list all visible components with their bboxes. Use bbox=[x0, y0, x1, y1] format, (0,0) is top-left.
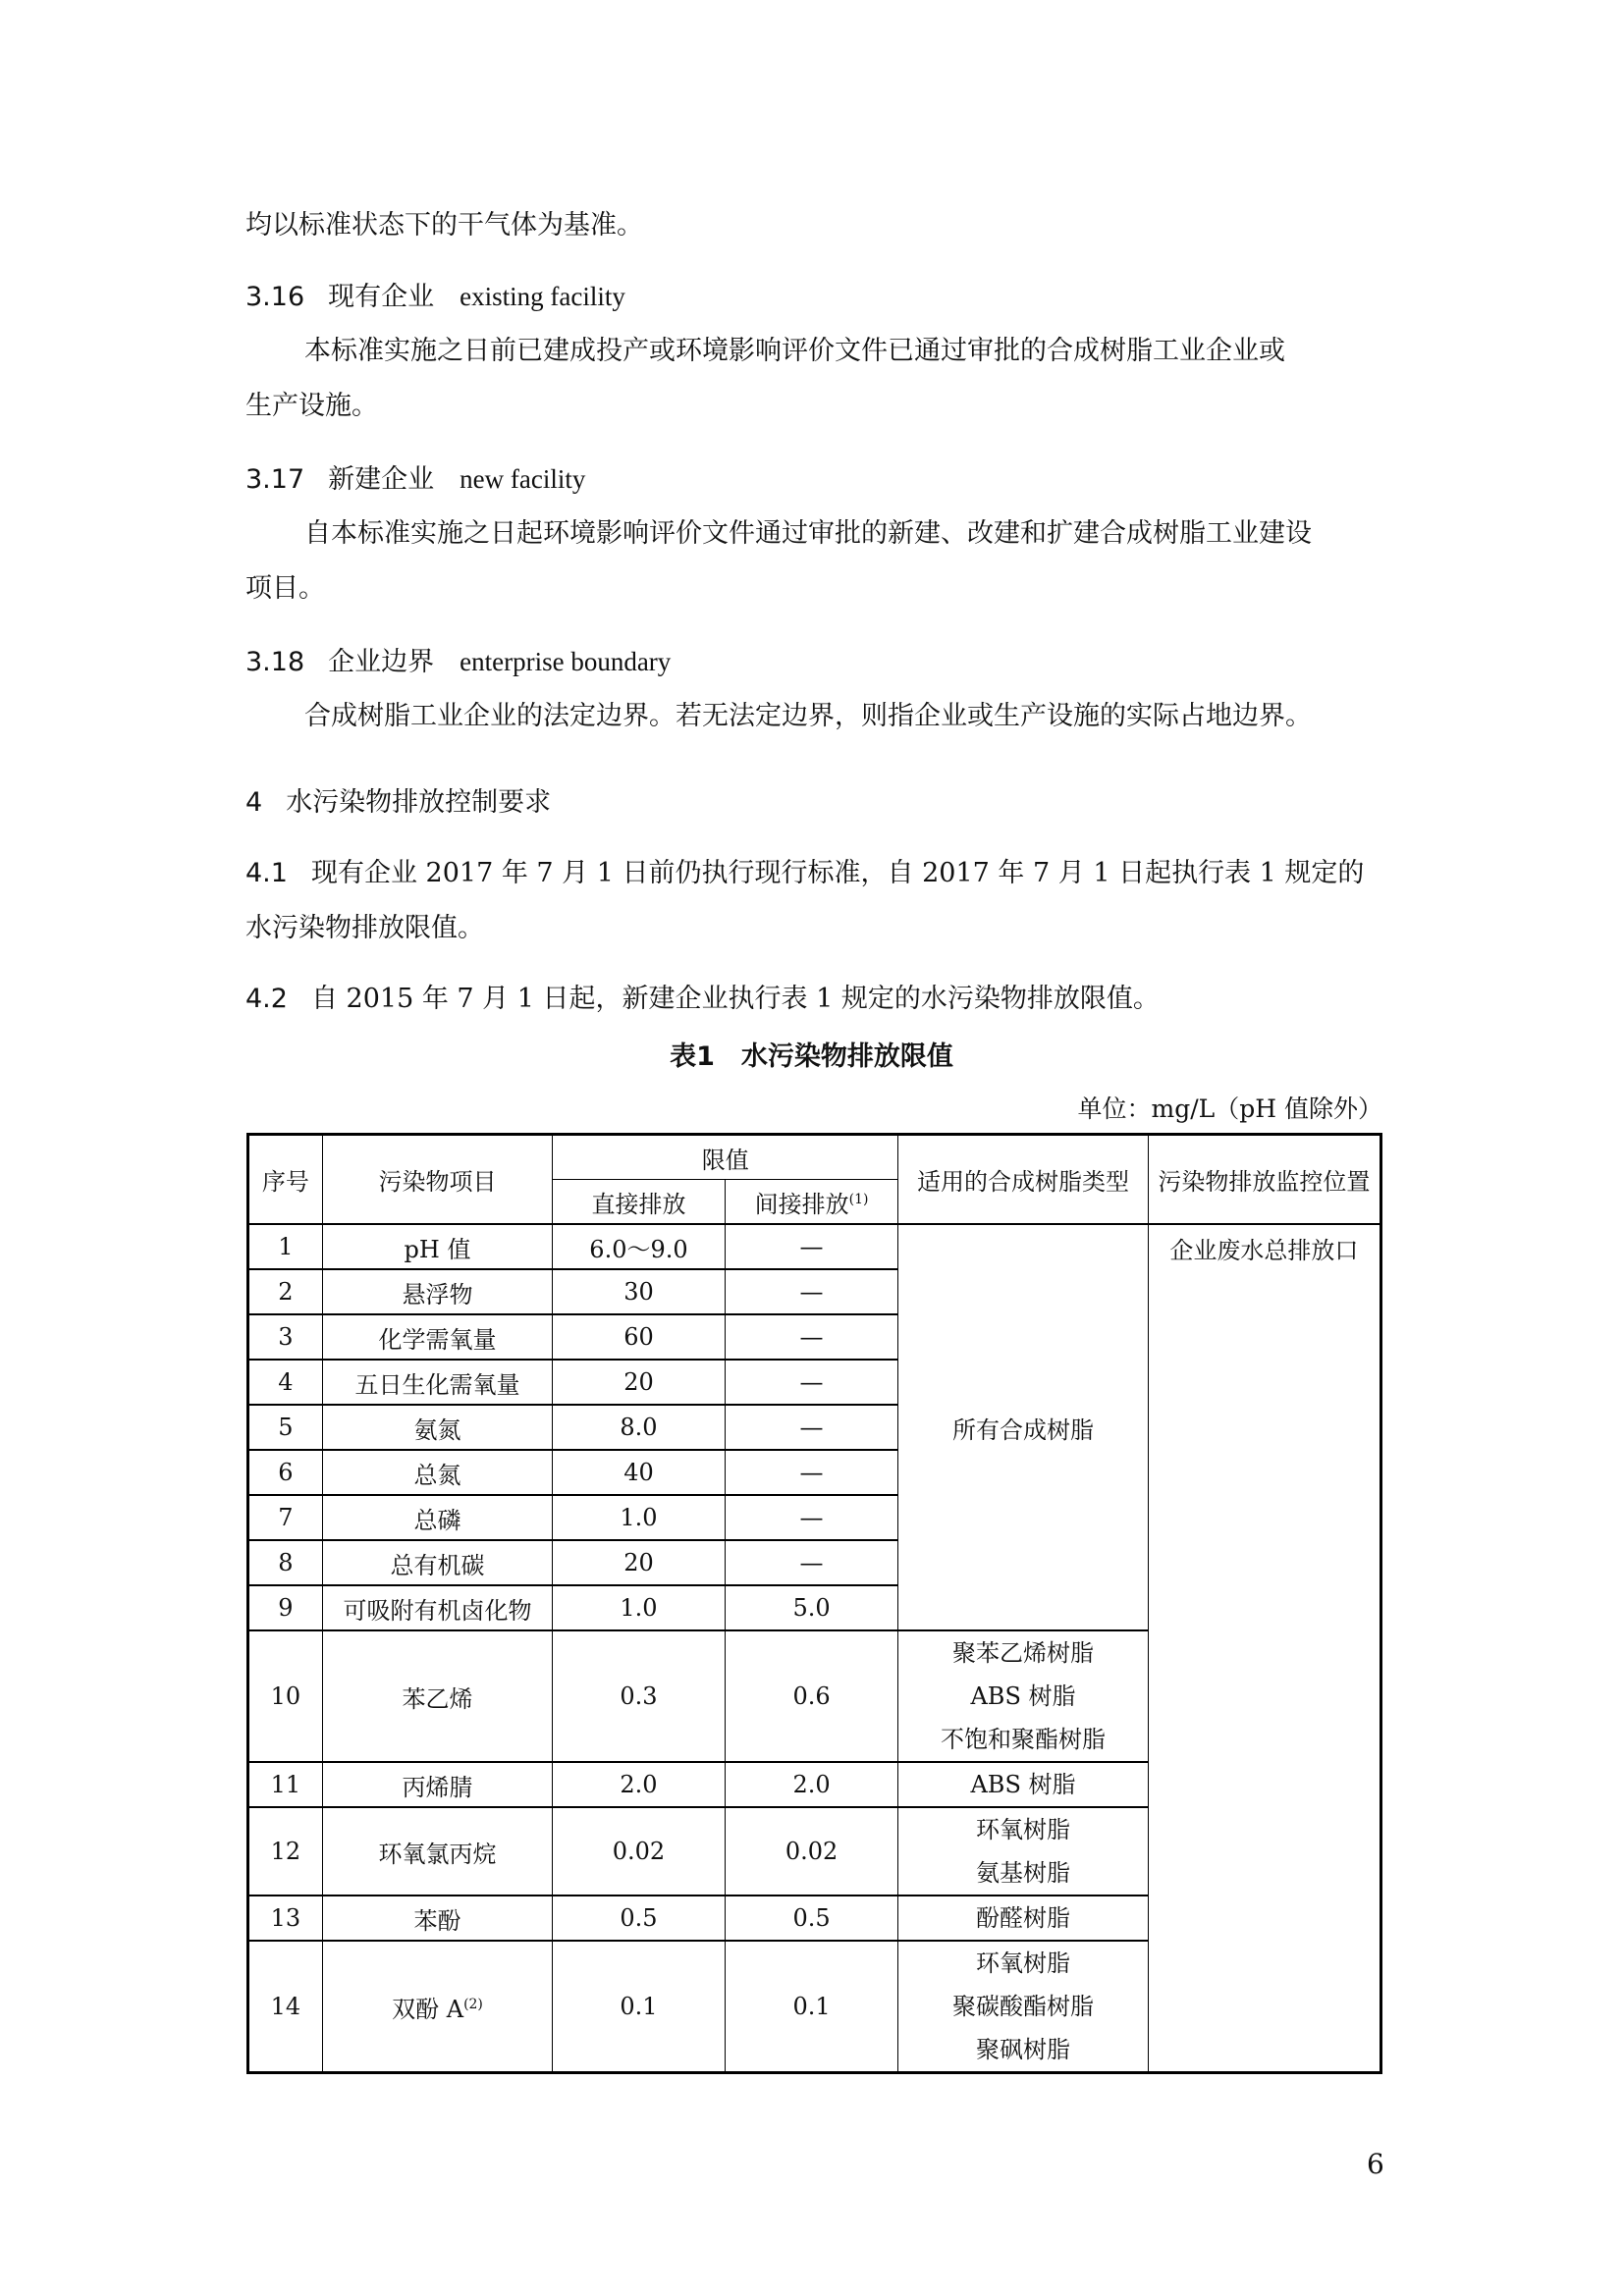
cell-indirect: 0.02 bbox=[725, 1807, 898, 1896]
footnote-ref: (2) bbox=[463, 1996, 483, 2012]
footnote-ref: (1) bbox=[848, 1191, 869, 1207]
paragraph-text: 自 2015 年 7 月 1 日起，新建企业执行表 1 规定的水污染物排放限值。 bbox=[310, 984, 1160, 1014]
cell-seq: 1 bbox=[248, 1224, 323, 1269]
cell-indirect: — bbox=[725, 1269, 898, 1314]
header-indirect-label: 间接排放 bbox=[754, 1190, 849, 1218]
cell-direct: 0.1 bbox=[553, 1941, 726, 2073]
cell-indirect: — bbox=[725, 1360, 898, 1405]
cell-item: 可吸附有机卤化物 bbox=[322, 1585, 552, 1630]
table-unit-note: 单位：mg/L（pH 值除外） bbox=[1077, 1095, 1382, 1123]
clause-definition-cont: 项目。 bbox=[245, 573, 325, 604]
resin-type: ABS 树脂 bbox=[970, 1682, 1076, 1710]
cell-resin-types bbox=[898, 1807, 1148, 1896]
cell-direct: 20 bbox=[553, 1540, 726, 1585]
cell-all-resins: 所有合成树脂 bbox=[898, 1224, 1148, 1630]
cell-indirect: — bbox=[725, 1224, 898, 1269]
paragraph-4-2 bbox=[245, 982, 1160, 1017]
header-direct: 直接排放 bbox=[553, 1180, 726, 1225]
cell-item: 丙烯腈 bbox=[322, 1762, 552, 1807]
clause-term-en: enterprise boundary bbox=[460, 647, 672, 676]
cell-resin-types bbox=[898, 1630, 1148, 1762]
table-row bbox=[248, 1224, 1381, 1269]
cell-direct: 60 bbox=[553, 1314, 726, 1360]
cell-resin-types bbox=[898, 1896, 1148, 1941]
cell-seq: 9 bbox=[248, 1585, 323, 1630]
paragraph-text: 现有企业 2017 年 7 月 1 日前仍执行现行标准，自 2017 年 7 月 1 日起执行表 1 规定的 bbox=[310, 858, 1365, 888]
cell-item: 环氧氯丙烷 bbox=[322, 1807, 552, 1896]
cell-monitor-location: 企业废水总排放口 bbox=[1148, 1224, 1380, 2073]
cell-direct: 0.02 bbox=[553, 1807, 726, 1896]
cell-item: 总氮 bbox=[322, 1450, 552, 1495]
cell-item: 苯酚 bbox=[322, 1896, 552, 1941]
table-title: 表1 水污染物排放限值 bbox=[670, 1041, 953, 1072]
cell-item: 苯乙烯 bbox=[322, 1630, 552, 1762]
clause-definition: 自本标准实施之日起环境影响评价文件通过审批的新建、改建和扩建合成树脂工业建设 bbox=[304, 518, 1312, 549]
cell-seq: 11 bbox=[248, 1762, 323, 1807]
clause-heading-3-18 bbox=[245, 644, 671, 680]
cell-direct: 6.0～9.0 bbox=[553, 1224, 726, 1269]
resin-type: 不饱和聚酯树脂 bbox=[941, 1726, 1106, 1753]
cell-seq: 8 bbox=[248, 1540, 323, 1585]
clause-term-cn: 企业边界 bbox=[328, 647, 435, 677]
cell-indirect: — bbox=[725, 1495, 898, 1540]
header-resin-type: 适用的合成树脂类型 bbox=[898, 1135, 1148, 1225]
cell-seq: 3 bbox=[248, 1314, 323, 1360]
header-limit: 限值 bbox=[553, 1135, 898, 1180]
paragraph-number: 4.1 bbox=[245, 858, 288, 888]
cell-seq: 12 bbox=[248, 1807, 323, 1896]
cell-direct: 0.5 bbox=[553, 1896, 726, 1941]
resin-type: 环氧树脂 bbox=[976, 1816, 1070, 1843]
cell-direct: 8.0 bbox=[553, 1405, 726, 1450]
paragraph-number: 4.2 bbox=[245, 984, 288, 1014]
clause-term-en: new facility bbox=[460, 464, 586, 494]
clause-heading-3-16 bbox=[245, 279, 625, 315]
cell-direct: 0.3 bbox=[553, 1630, 726, 1762]
cell-direct: 30 bbox=[553, 1269, 726, 1314]
cell-seq: 6 bbox=[248, 1450, 323, 1495]
cell-direct: 1.0 bbox=[553, 1495, 726, 1540]
cell-item: 氨氮 bbox=[322, 1405, 552, 1450]
item-label: 双酚 A bbox=[392, 1995, 464, 2023]
section-heading-4 bbox=[245, 785, 551, 821]
resin-type: 聚苯乙烯树脂 bbox=[952, 1639, 1094, 1667]
page-number: 6 bbox=[1367, 2148, 1384, 2180]
cell-seq: 4 bbox=[248, 1360, 323, 1405]
cell-indirect: — bbox=[725, 1540, 898, 1585]
cell-indirect: — bbox=[725, 1450, 898, 1495]
header-indirect bbox=[725, 1180, 898, 1225]
cell-resin-types bbox=[898, 1941, 1148, 2073]
carryover-text: 均以标准状态下的干气体为基准。 bbox=[245, 210, 643, 240]
clause-number: 3.18 bbox=[245, 647, 305, 677]
resin-type: 聚碳酸酯树脂 bbox=[952, 1993, 1094, 2020]
clause-term-cn: 现有企业 bbox=[328, 282, 435, 312]
resin-type: 氨基树脂 bbox=[976, 1859, 1070, 1887]
cell-seq: 2 bbox=[248, 1269, 323, 1314]
resin-type: ABS 树脂 bbox=[970, 1771, 1076, 1798]
resin-type: 环氧树脂 bbox=[976, 1949, 1070, 1977]
cell-direct: 1.0 bbox=[553, 1585, 726, 1630]
clause-term-cn: 新建企业 bbox=[328, 464, 435, 495]
clause-term-en: existing facility bbox=[460, 282, 625, 311]
paragraph-4-1-cont: 水污染物排放限值。 bbox=[245, 913, 484, 943]
cell-item: 总磷 bbox=[322, 1495, 552, 1540]
header-monitor: 污染物排放监控位置 bbox=[1148, 1135, 1380, 1225]
section-number: 4 bbox=[245, 787, 263, 818]
emission-limits-table bbox=[246, 1133, 1382, 2074]
cell-direct: 20 bbox=[553, 1360, 726, 1405]
cell-indirect: 0.6 bbox=[725, 1630, 898, 1762]
section-title: 水污染物排放控制要求 bbox=[286, 787, 552, 818]
cell-direct: 40 bbox=[553, 1450, 726, 1495]
cell-seq: 7 bbox=[248, 1495, 323, 1540]
clause-number: 3.17 bbox=[245, 464, 305, 495]
clause-heading-3-17 bbox=[245, 461, 585, 498]
cell-direct: 2.0 bbox=[553, 1762, 726, 1807]
cell-indirect: 2.0 bbox=[725, 1762, 898, 1807]
cell-item: pH 值 bbox=[322, 1224, 552, 1269]
cell-seq: 13 bbox=[248, 1896, 323, 1941]
cell-seq: 5 bbox=[248, 1405, 323, 1450]
header-seq: 序号 bbox=[248, 1135, 323, 1225]
cell-seq: 14 bbox=[248, 1941, 323, 2073]
clause-definition-cont: 生产设施。 bbox=[245, 391, 378, 421]
cell-seq: 10 bbox=[248, 1630, 323, 1762]
cell-item: 悬浮物 bbox=[322, 1269, 552, 1314]
cell-item: 总有机碳 bbox=[322, 1540, 552, 1585]
cell-resin-types bbox=[898, 1762, 1148, 1807]
cell-item: 五日生化需氧量 bbox=[322, 1360, 552, 1405]
resin-type: 酚醛树脂 bbox=[976, 1904, 1070, 1932]
header-item: 污染物项目 bbox=[322, 1135, 552, 1225]
cell-indirect: 0.5 bbox=[725, 1896, 898, 1941]
resin-type: 聚砜树脂 bbox=[976, 2036, 1070, 2063]
cell-indirect: 5.0 bbox=[725, 1585, 898, 1630]
cell-item: 化学需氧量 bbox=[322, 1314, 552, 1360]
cell-item bbox=[322, 1941, 552, 2073]
clause-definition: 合成树脂工业企业的法定边界。若无法定边界，则指企业或生产设施的实际占地边界。 bbox=[304, 701, 1312, 731]
cell-indirect: — bbox=[725, 1405, 898, 1450]
clause-number: 3.16 bbox=[245, 282, 305, 312]
cell-indirect: — bbox=[725, 1314, 898, 1360]
paragraph-4-1 bbox=[245, 856, 1364, 891]
cell-indirect: 0.1 bbox=[725, 1941, 898, 2073]
clause-definition: 本标准实施之日前已建成投产或环境影响评价文件已通过审批的合成树脂工业企业或 bbox=[304, 336, 1285, 366]
